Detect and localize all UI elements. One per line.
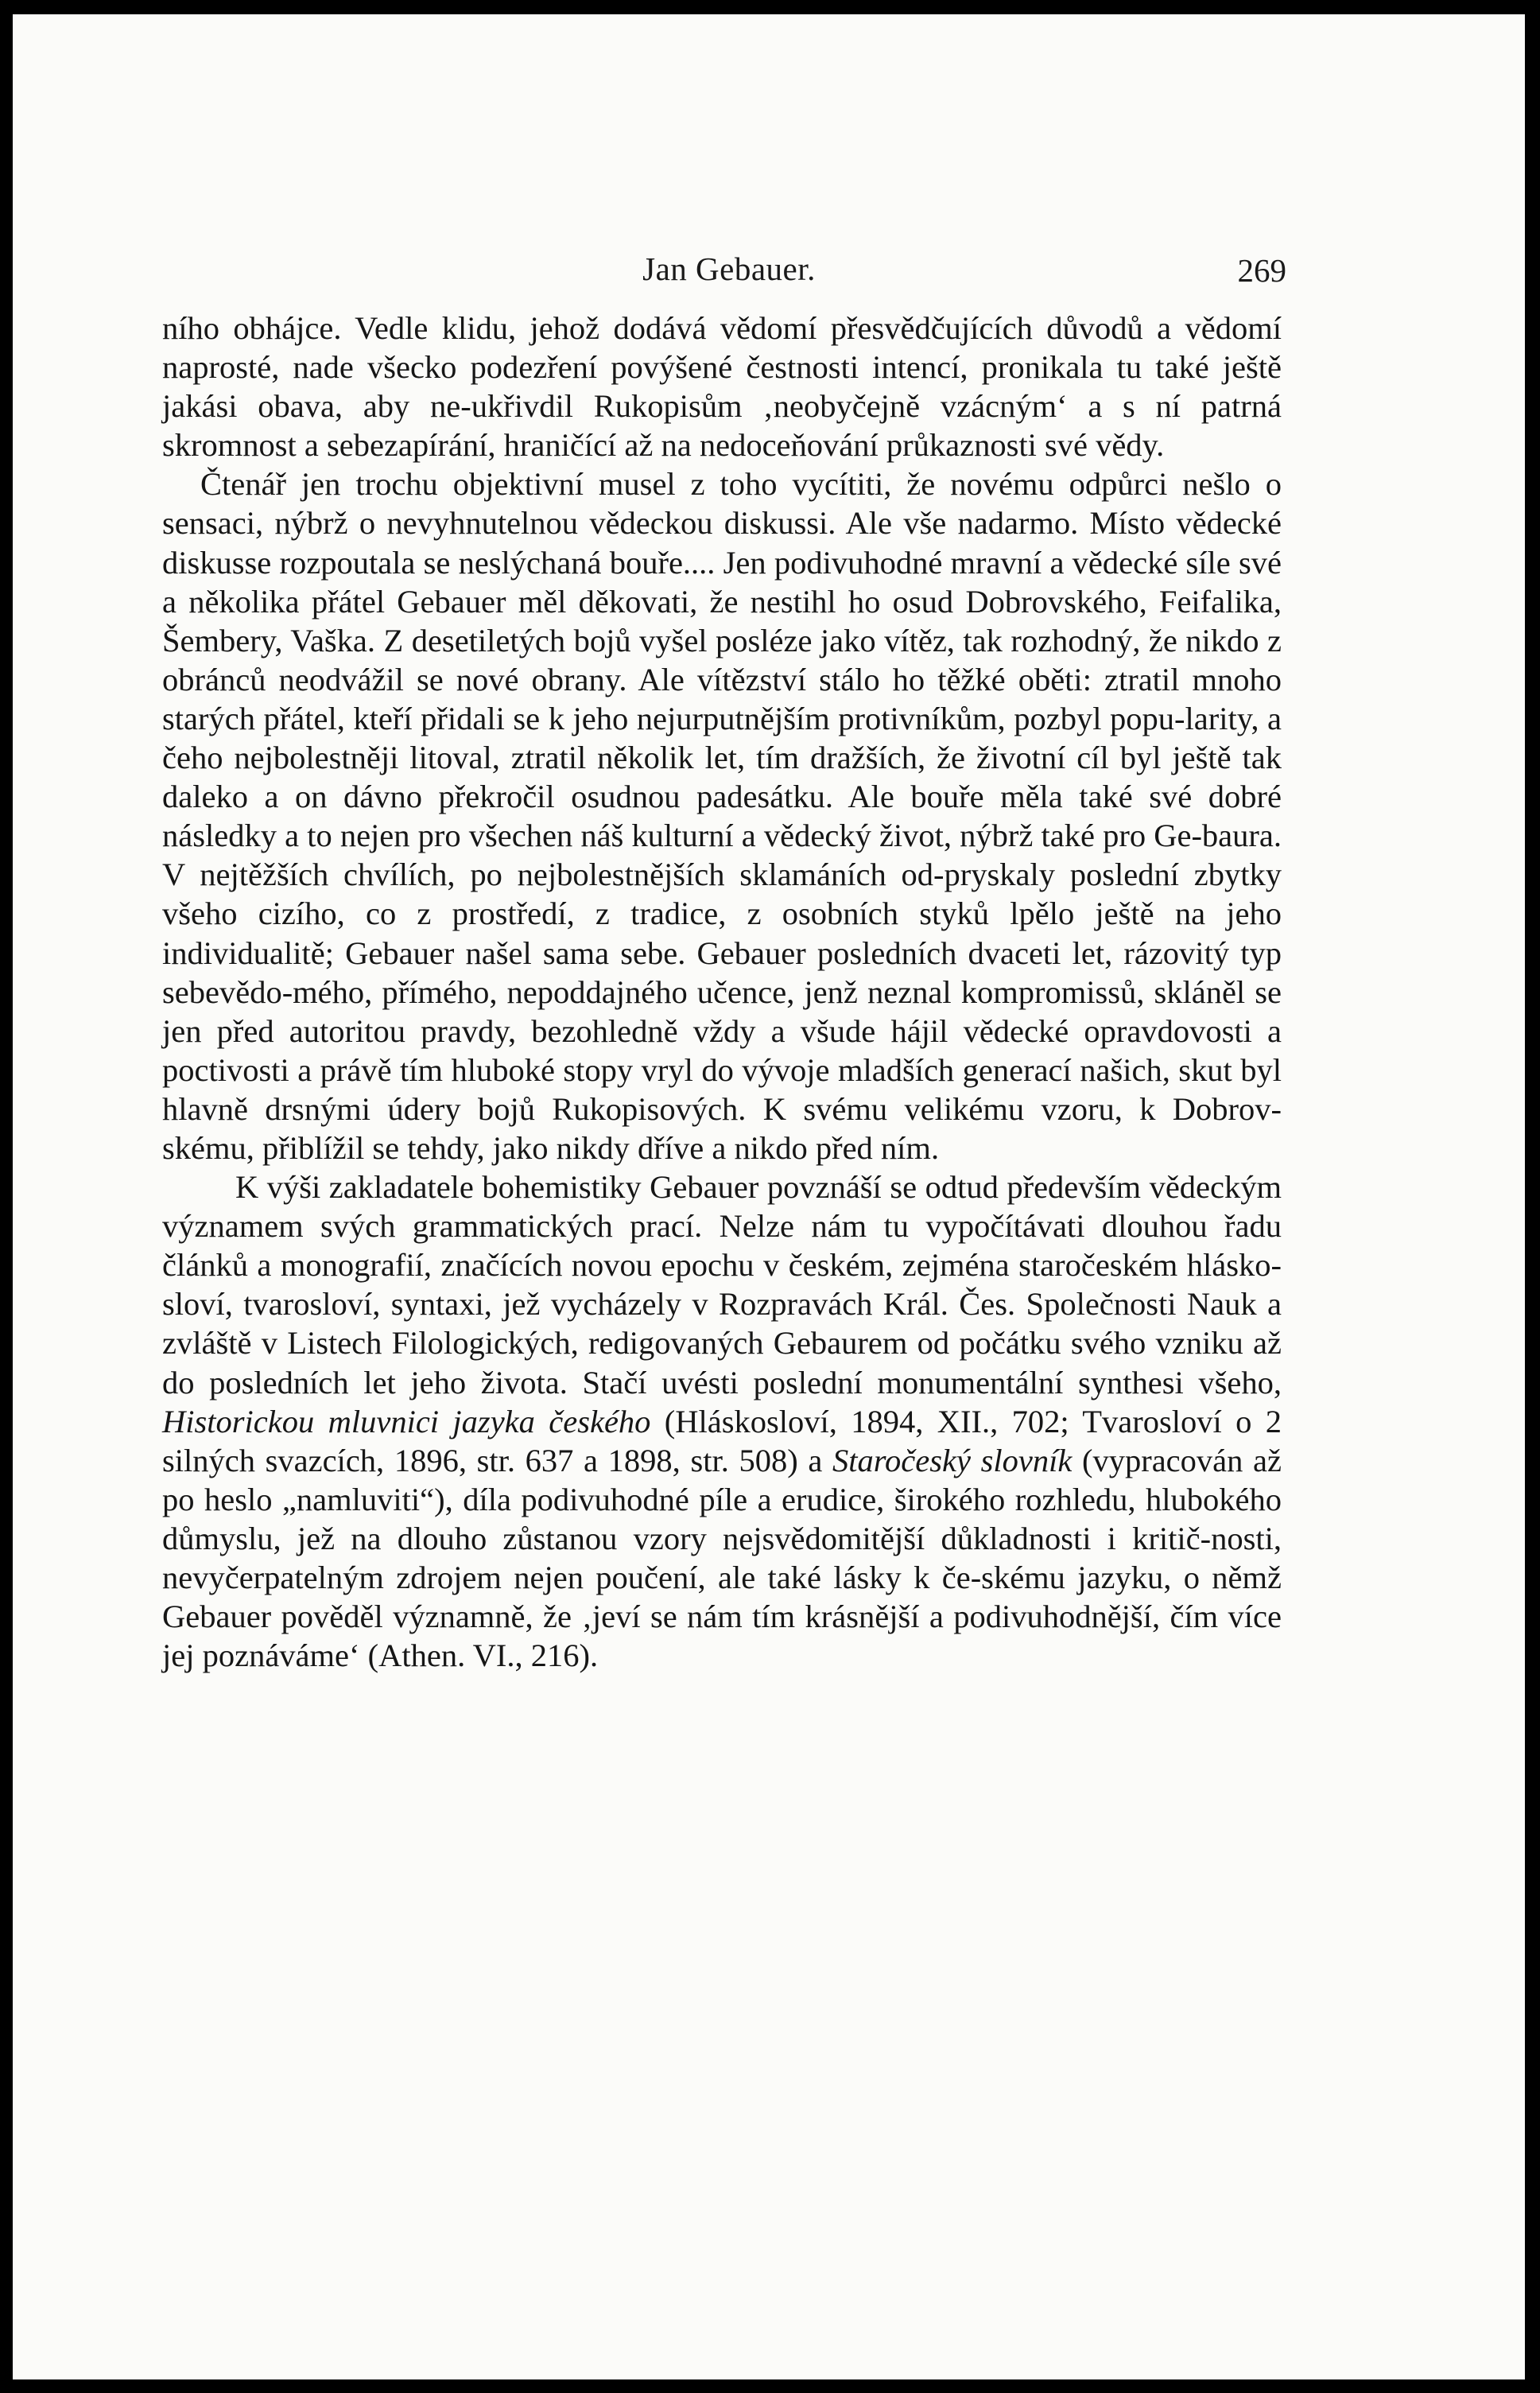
- page-number: 269: [1237, 252, 1286, 289]
- page-header: [172, 250, 1286, 289]
- book-title-historicka-mluvnice: Historickou mluvnici jazyka českého: [162, 1403, 651, 1439]
- paragraph-3-text-2: (Hláskosloví, 1894, XII., 702; Tvarosloví o 2 silných svazcích, 1896, str. 637 a 1898, str. 508) a: [162, 1403, 1282, 1478]
- paragraph-2: Čtenář jen trochu objektivní musel z toho vycítiti, že novému odpůrci nešlo o sensaci, nýbrž o nevyhnutelnou vědeckou diskussi. Ale vše nadarmo. Místo vědecké diskusse rozpoutala se neslýchaná bouře.... Jen podivuhodné mravní a vědecké síle své a několika přátel Gebauer měl děkovati, že nestihl ho osud Dobrovského, Feifalika, Šembery, Vaška. Z desetiletých bojů vyšel posléze jako vítěz, tak rozhodný, že nikdo z obránců neodvážil se nové obrany. Ale vítězství stálo ho těžké oběti: ztratil mnoho starých přátel, kteří přidali se k jeho nejurputnějším protivníkům, pozbyl popu-larity, a čeho nejbolestněji litoval, ztratil několik let, tím dražších, že životní cíl byl ještě tak daleko a on dávno překročil osudnou padesátku. Ale bouře měla také své dobré následky a to nejen pro všechen náš kulturní a vědecký život, nýbrž také pro Ge-baura. V nejtěžších chvílích, po nejbolestnějších sklamáních od-pryskaly poslední zbytky všeho cizího, co z prostředí, z tradice, z osobních styků lpělo ještě na jeho individualitě; Gebauer našel sama sebe. Gebauer posledních dvaceti let, rázovitý typ sebevědo-mého, přímého, nepoddajného učence, jenž neznal kompromissů, skláněl se jen před autoritou pravdy, bezohledně vždy a všude hájil vědecké opravdovosti a poctivosti a právě tím hluboké stopy vryl do vývoje mladších generací našich, skut byl hlavně drsnými údery bojů Rukopisových. K svému velikému vzoru, k Dobrov-skému, přiblížil se tehdy, jako nikdy dříve a nikdo před ním.: [162, 466, 1282, 1166]
- book-title-staroceský-slovnik: Staročeský slovník: [832, 1442, 1073, 1478]
- paragraph-3-text-3: (vypracován až po heslo „namluviti“), díla podivuhodné píle a erudice, širokého rozhledu, hlubokého důmyslu, jež na dlouho zůstanou vzory nejsvědomitější důkladnosti i kritič-nosti, nevyčerpatelným zdrojem nejen poučení, ale také lásky k če-skému jazyku, o němž Gebauer pověděl významně, že ‚jeví se nám tím krásnější a podivuhodnější, čím více jej poznáváme‘ (Athen. VI., 216).: [162, 1442, 1282, 1674]
- body-text: [162, 309, 1282, 1675]
- paragraph-1: ního obhájce. Vedle klidu, jehož dodává vědomí přesvědčujících důvodů a vědomí naprosté, nade všecko podezření povýšené čestnosti intencí, pronikala tu také ještě jakási obava, aby ne-ukřivdil Rukopisům ‚neobyčejně vzácným‘ a s ní patrná skromnost a sebezapírání, hraničící až na nedoceňování průkaznosti své vědy.: [162, 310, 1282, 464]
- running-title: Jan Gebauer.: [642, 251, 816, 287]
- paragraph-3: [162, 1167, 1282, 1675]
- paragraph-3-text-1: K výši zakladatele bohemistiky Gebauer povznáší se odtud především vědeckým významem svých grammatických prací. Nelze nám tu vypočítávati dlouhou řadu článků a monografií, značících novou epochu v českém, zejména staročeském hlásko-sloví, tvarosloví, syntaxi, jež vycházely v Rozpravách Král. Čes. Společnosti Nauk a zvláště v Listech Filologických, redigovaných Gebaurem od počátku svého vzniku až do posledních let jeho života. Stačí uvésti poslední monumentální synthesi všeho,: [162, 1169, 1282, 1400]
